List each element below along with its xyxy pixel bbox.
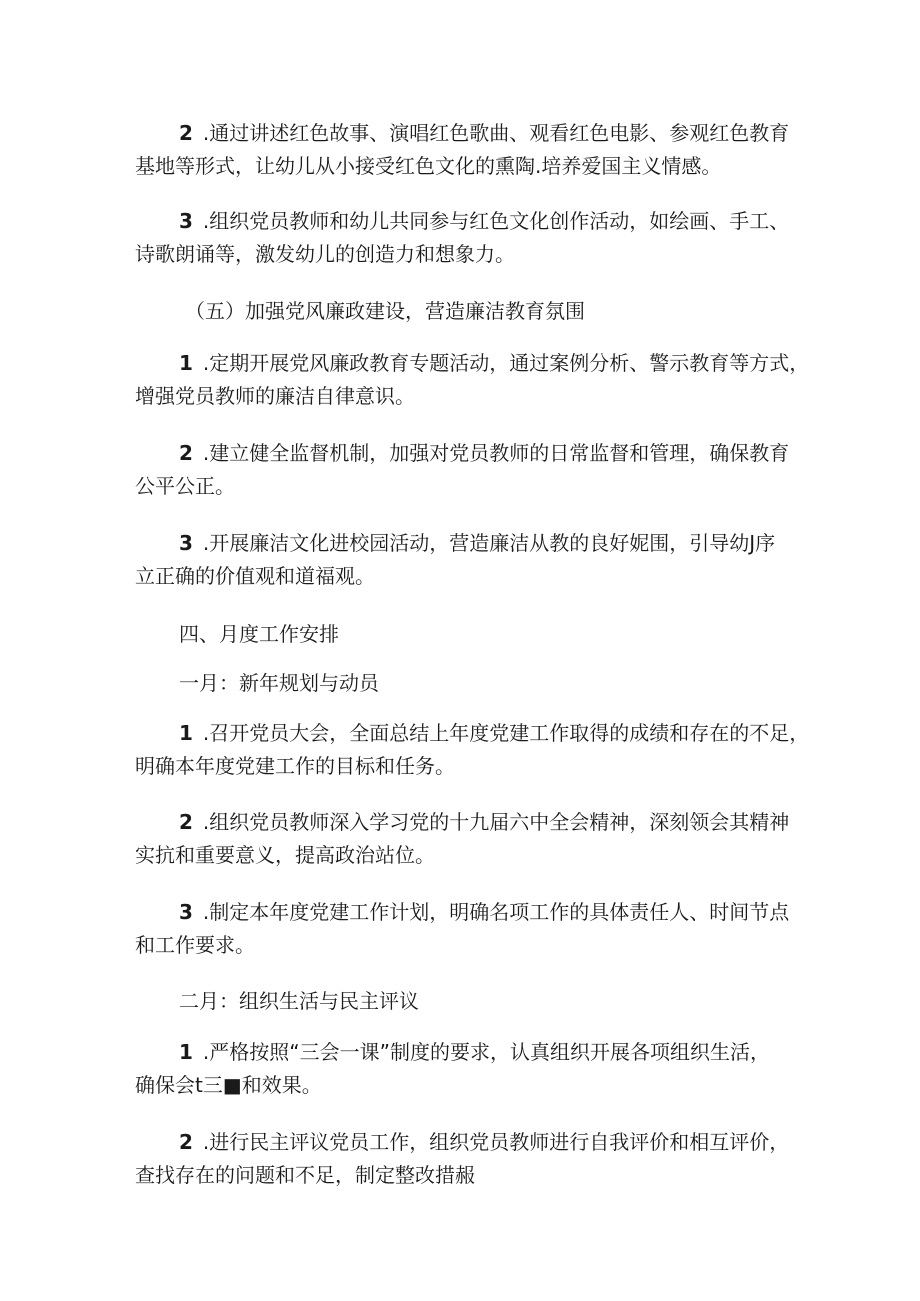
item-number: 1 — [179, 1040, 193, 1064]
paragraph-text: 基地等形式，让幼儿从小接受红色文化的熏陶.培养爱国主义情感。 — [135, 154, 722, 178]
paragraph-red-culture-2 — [135, 117, 795, 183]
item-number: 2 — [179, 810, 193, 834]
paragraph-february-1 — [135, 1036, 795, 1102]
item-number: 3 — [179, 900, 193, 924]
paragraph-text: 查找存在的问题和不足，制定整改措赧 — [135, 1163, 475, 1187]
item-number: 1 — [179, 351, 193, 375]
paragraph-text: .组织党员教师和幼儿共同参与红色文化创作活动，如绘画、手工、 — [202, 209, 790, 233]
paragraph-text: .开展廉洁文化进校园活动，营造廉洁从教的良好妮围，引导幼J序 — [202, 531, 776, 555]
paragraph-red-culture-3 — [135, 205, 795, 271]
item-number: 2 — [179, 121, 193, 145]
item-number: 2 — [179, 441, 193, 465]
paragraph-text: 和工作要求。 — [135, 933, 255, 957]
paragraph-february-2 — [135, 1126, 795, 1192]
paragraph-integrity-3 — [135, 527, 795, 593]
paragraph-text: 实抗和重要意义，提高政治站位。 — [135, 843, 435, 867]
paragraph-text: .进行民主评议党员工作，组织党员教师进行自我评价和相互评价， — [202, 1130, 790, 1154]
paragraph-text: .建立健全监督机制，加强对党员教师的日常监督和管理，确保教育 — [202, 441, 790, 465]
item-number: 3 — [179, 531, 193, 555]
paragraph-text: .组织党员教师深入学习党的十九届六中全会精神，深刻领会其精神 — [202, 810, 790, 834]
paragraph-text: .召开党员大会，全面总结上年度党建工作取得的成绩和存在的不足， — [202, 721, 810, 745]
section-heading-5: （五）加强党风廉政建设，营造廉洁教育氛围 — [185, 299, 585, 323]
item-number: 2 — [179, 1130, 193, 1154]
month-heading-january: 一月：新年规划与动员 — [179, 671, 379, 695]
paragraph-january-2 — [135, 806, 795, 872]
paragraph-integrity-2 — [135, 437, 795, 503]
paragraph-text: .制定本年度党建工作计划，明确名项工作的具体责任人、时间节点 — [202, 900, 790, 924]
paragraph-integrity-1 — [135, 347, 810, 413]
paragraph-text: 公平公正。 — [135, 474, 235, 498]
paragraph-text: 确保会t三■和效果。 — [135, 1073, 322, 1097]
item-number: 3 — [179, 209, 193, 233]
item-number: 1 — [179, 721, 193, 745]
paragraph-text: 立正确的价值观和道福观。 — [135, 564, 375, 588]
paragraph-text: 诗歌朗诵等，激发幼儿的创造力和想象力。 — [135, 242, 515, 266]
paragraph-text: 明确本年度党建工作的目标和任务。 — [135, 754, 455, 778]
paragraph-text: 增强党员教师的廉洁自律意识。 — [135, 384, 415, 408]
part-heading-4: 四、月度工作安排 — [179, 622, 339, 646]
month-heading-february: 二月：组织生活与民主评议 — [179, 989, 419, 1013]
paragraph-text: .定期开展党风廉政教育专题活动，通过案例分析、警示教育等方式， — [202, 351, 810, 375]
paragraph-text: .严格按照“三会一课”制度的要求，认真组织开展各项组织生活， — [202, 1040, 771, 1064]
paragraph-january-1 — [135, 717, 810, 783]
paragraph-text: .通过讲述红色故事、演唱红色歌曲、观看红色电影、参观红色教育 — [202, 121, 790, 145]
paragraph-january-3 — [135, 896, 795, 962]
